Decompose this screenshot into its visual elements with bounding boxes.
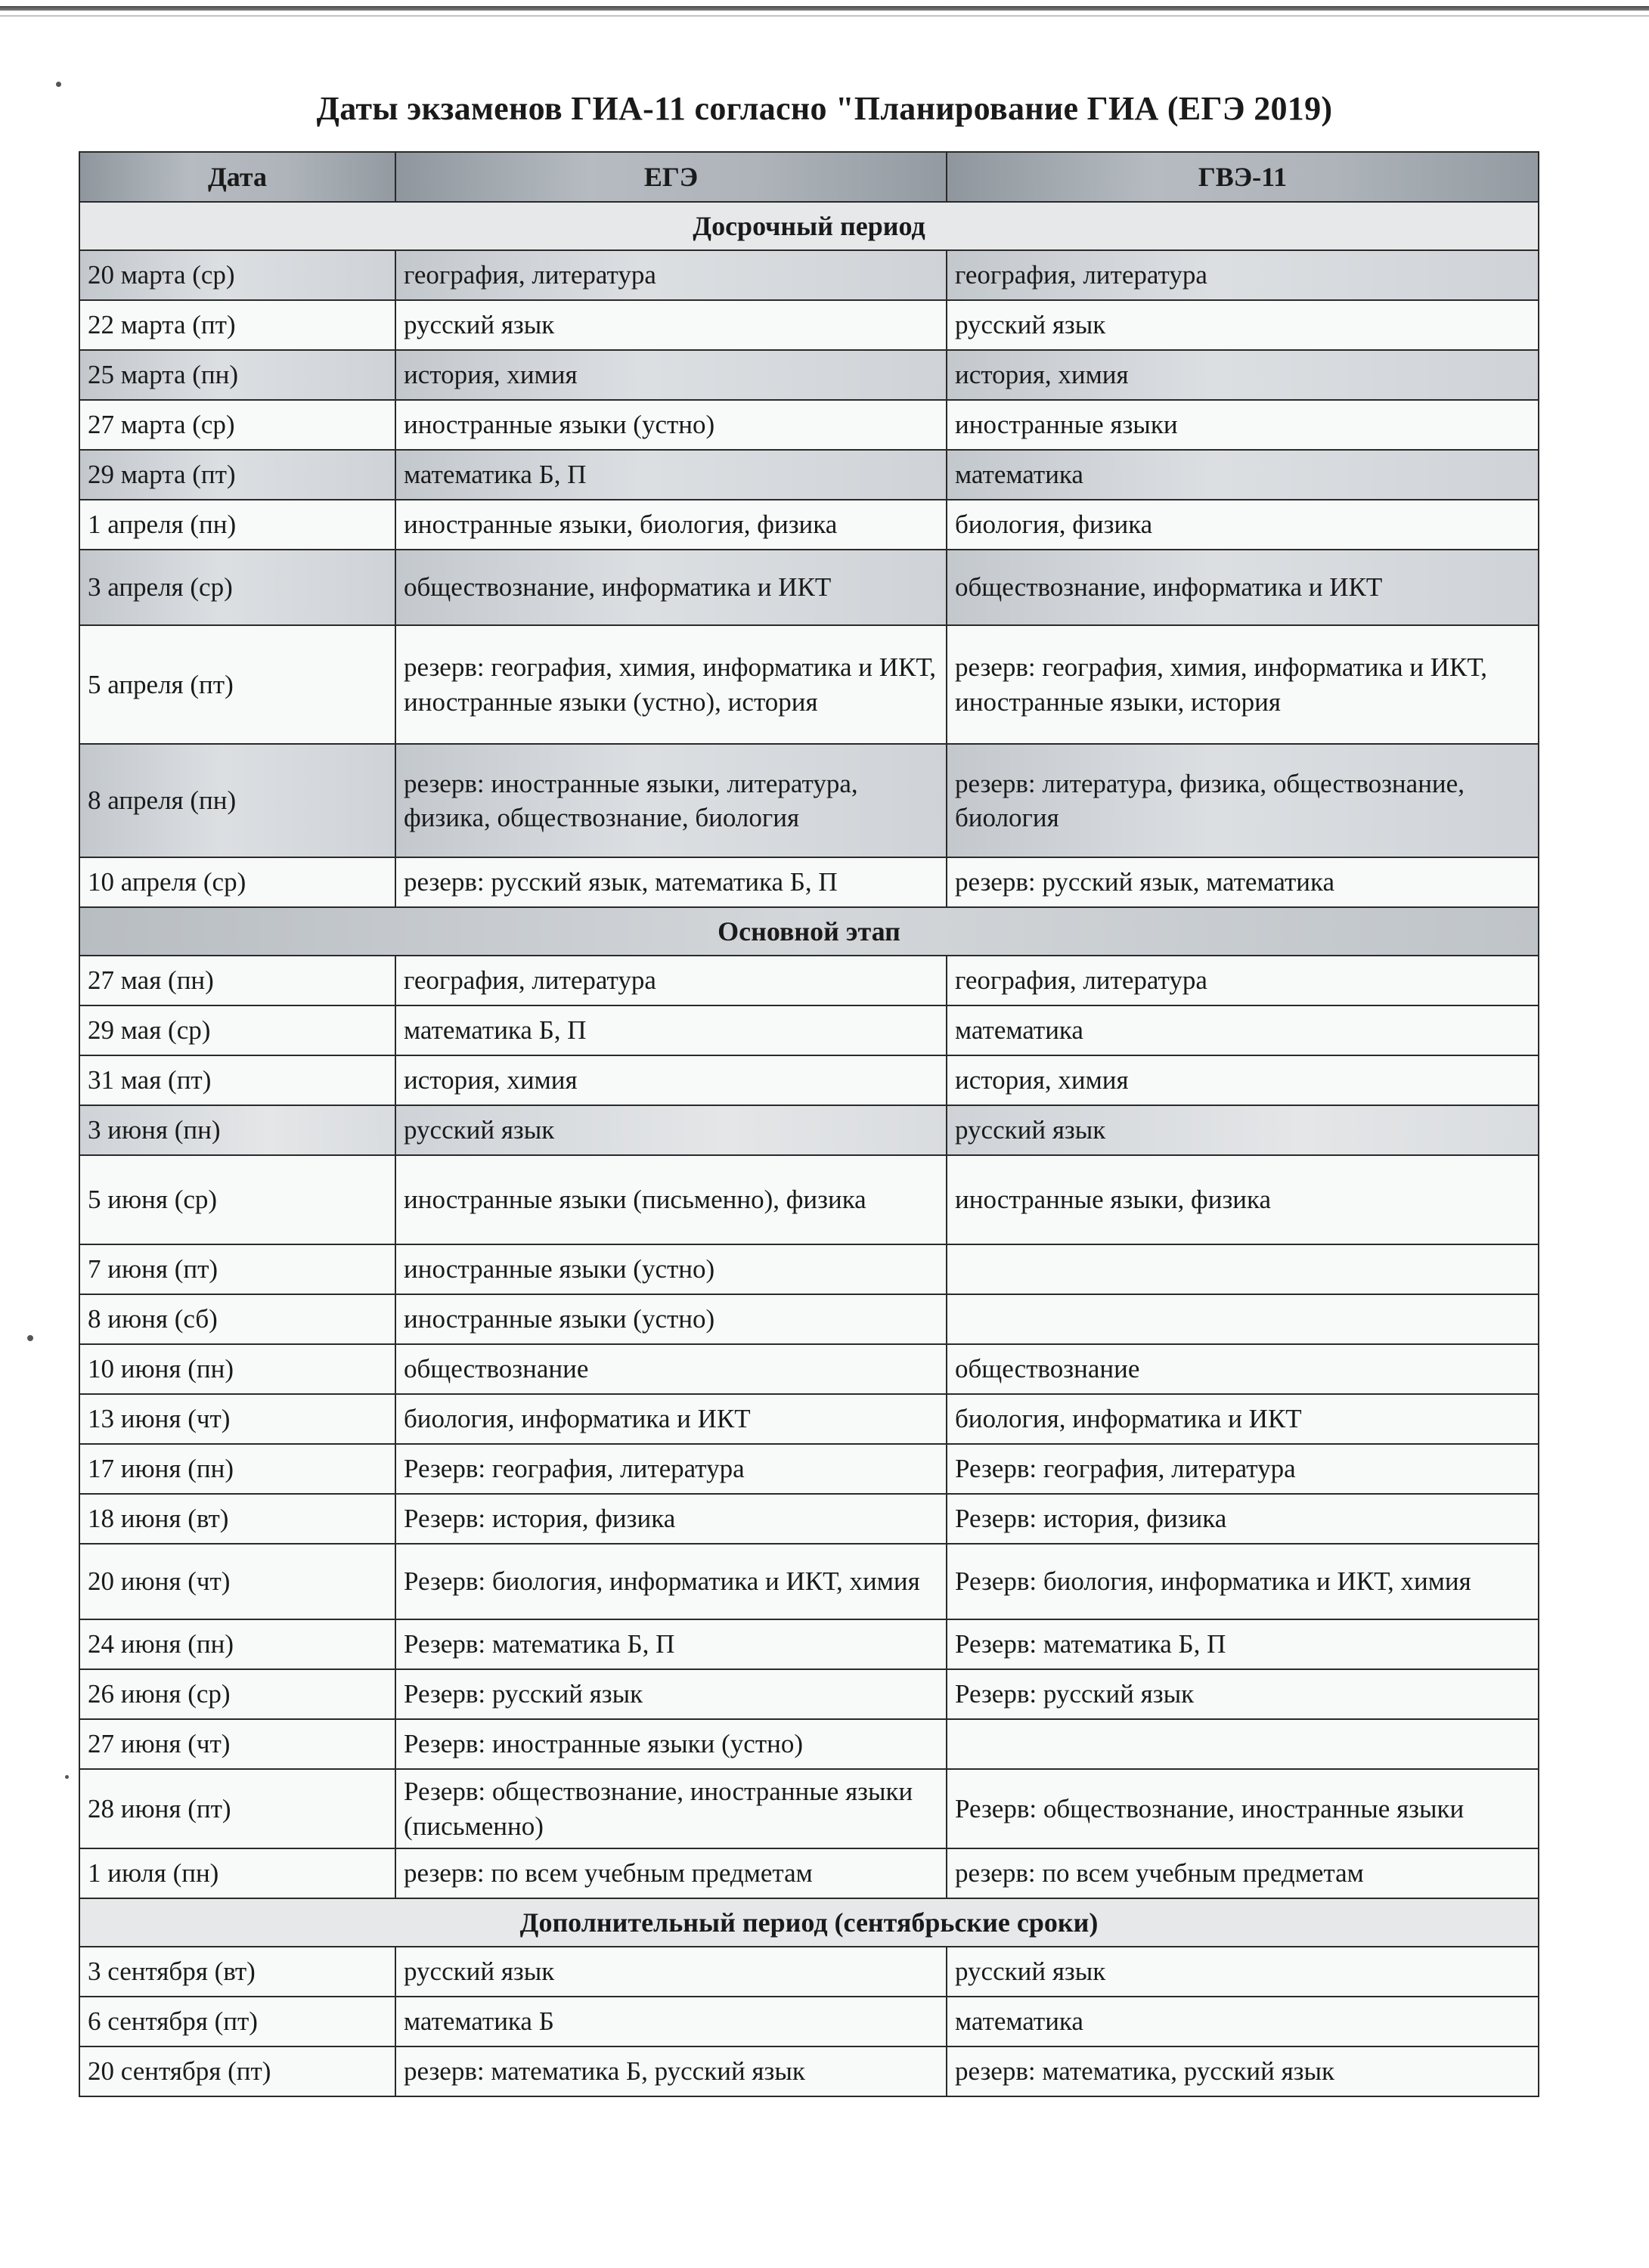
scan-speck xyxy=(27,1335,33,1341)
table-row xyxy=(79,1619,1539,1669)
cell-date: 10 июня (пн) xyxy=(79,1344,395,1394)
cell-ege: обществознание, информатика и ИКТ xyxy=(395,550,947,625)
cell-ege: математика Б xyxy=(395,1997,947,2046)
cell-ege: русский язык xyxy=(395,300,947,350)
cell-date: 7 июня (пт) xyxy=(79,1244,395,1294)
cell-ege: история, химия xyxy=(395,350,947,400)
cell-date: 26 июня (ср) xyxy=(79,1669,395,1719)
table-row xyxy=(79,1444,1539,1494)
table-row xyxy=(79,1997,1539,2046)
table-row xyxy=(79,956,1539,1005)
cell-gve xyxy=(947,1294,1539,1344)
cell-date: 29 мая (ср) xyxy=(79,1005,395,1055)
cell-ege: иностранные языки (устно) xyxy=(395,400,947,450)
table-row xyxy=(79,1105,1539,1155)
cell-date: 22 марта (пт) xyxy=(79,300,395,350)
cell-ege: резерв: русский язык, математика Б, П xyxy=(395,857,947,907)
scan-top-line xyxy=(0,15,1649,17)
cell-gve: биология, информатика и ИКТ xyxy=(947,1394,1539,1444)
cell-date: 3 апреля (ср) xyxy=(79,550,395,625)
cell-ege: иностранные языки (устно) xyxy=(395,1244,947,1294)
cell-gve: резерв: география, химия, информатика и ИКТ, иностранные языки, история xyxy=(947,625,1539,744)
section-title: Дополнительный период (сентябрьские сроки) xyxy=(79,1898,1539,1947)
section-title: Основной этап xyxy=(79,907,1539,956)
table-row xyxy=(79,1294,1539,1344)
cell-date: 28 июня (пт) xyxy=(79,1769,395,1848)
table-row xyxy=(79,1344,1539,1394)
cell-gve: биология, физика xyxy=(947,500,1539,550)
section-row-main xyxy=(79,907,1539,956)
cell-gve: Резерв: биология, информатика и ИКТ, химия xyxy=(947,1544,1539,1619)
cell-date: 20 сентября (пт) xyxy=(79,2046,395,2096)
header-row xyxy=(79,152,1539,202)
table-row xyxy=(79,857,1539,907)
cell-gve: математика xyxy=(947,1005,1539,1055)
cell-date: 13 июня (чт) xyxy=(79,1394,395,1444)
cell-gve: история, химия xyxy=(947,1055,1539,1105)
cell-date: 1 апреля (пн) xyxy=(79,500,395,550)
cell-ege: иностранные языки, биология, физика xyxy=(395,500,947,550)
cell-gve: география, литература xyxy=(947,250,1539,300)
cell-ege: Резерв: история, физика xyxy=(395,1494,947,1544)
table-row xyxy=(79,300,1539,350)
cell-gve: математика xyxy=(947,450,1539,500)
table-row xyxy=(79,625,1539,744)
cell-date: 25 марта (пн) xyxy=(79,350,395,400)
cell-gve: Резерв: история, физика xyxy=(947,1494,1539,1544)
cell-date: 24 июня (пн) xyxy=(79,1619,395,1669)
cell-gve: обществознание xyxy=(947,1344,1539,1394)
table-row xyxy=(79,250,1539,300)
cell-ege: резерв: математика Б, русский язык xyxy=(395,2046,947,2096)
cell-date: 29 марта (пт) xyxy=(79,450,395,500)
section-row-early xyxy=(79,202,1539,250)
table-row xyxy=(79,1394,1539,1444)
table-row xyxy=(79,350,1539,400)
cell-date: 3 июня (пн) xyxy=(79,1105,395,1155)
cell-date: 27 июня (чт) xyxy=(79,1719,395,1769)
cell-date: 8 июня (сб) xyxy=(79,1294,395,1344)
cell-date: 20 июня (чт) xyxy=(79,1544,395,1619)
cell-gve: иностранные языки xyxy=(947,400,1539,450)
table-row xyxy=(79,1848,1539,1898)
cell-gve: резерв: литература, физика, обществознание, биология xyxy=(947,744,1539,857)
cell-gve: Резерв: математика Б, П xyxy=(947,1619,1539,1669)
section-title: Досрочный период xyxy=(79,202,1539,250)
cell-date: 5 апреля (пт) xyxy=(79,625,395,744)
page-title: Даты экзаменов ГИА-11 согласно "Планирование ГИА (ЕГЭ 2019) xyxy=(316,90,1333,127)
cell-ege: иностранные языки (устно) xyxy=(395,1294,947,1344)
cell-date: 27 мая (пн) xyxy=(79,956,395,1005)
cell-ege: математика Б, П xyxy=(395,1005,947,1055)
cell-ege: русский язык xyxy=(395,1947,947,1997)
cell-ege: резерв: география, химия, информатика и ИКТ, иностранные языки (устно), история xyxy=(395,625,947,744)
scan-speck xyxy=(56,82,61,87)
cell-ege: резерв: по всем учебным предметам xyxy=(395,1848,947,1898)
table-row xyxy=(79,1769,1539,1848)
cell-ege: география, литература xyxy=(395,956,947,1005)
table-row xyxy=(79,1244,1539,1294)
table-row xyxy=(79,550,1539,625)
section-row-additional xyxy=(79,1898,1539,1947)
table-row xyxy=(79,400,1539,450)
cell-gve: русский язык xyxy=(947,1105,1539,1155)
cell-gve: обществознание, информатика и ИКТ xyxy=(947,550,1539,625)
cell-date: 20 марта (ср) xyxy=(79,250,395,300)
cell-date: 31 мая (пт) xyxy=(79,1055,395,1105)
cell-date: 17 июня (пн) xyxy=(79,1444,395,1494)
cell-gve: русский язык xyxy=(947,1947,1539,1997)
table-row xyxy=(79,744,1539,857)
header-gve: ГВЭ-11 xyxy=(947,152,1539,202)
cell-date: 6 сентября (пт) xyxy=(79,1997,395,2046)
cell-gve: география, литература xyxy=(947,956,1539,1005)
scan-speck xyxy=(65,1775,69,1779)
cell-ege: история, химия xyxy=(395,1055,947,1105)
table-row xyxy=(79,500,1539,550)
cell-gve: резерв: по всем учебным предметам xyxy=(947,1848,1539,1898)
cell-ege: Резерв: обществознание, иностранные языки (письменно) xyxy=(395,1769,947,1848)
exam-schedule-table xyxy=(79,151,1539,2097)
cell-gve: резерв: математика, русский язык xyxy=(947,2046,1539,2096)
cell-ege: география, литература xyxy=(395,250,947,300)
cell-gve: иностранные языки, физика xyxy=(947,1155,1539,1244)
table-row xyxy=(79,1055,1539,1105)
table-row xyxy=(79,1155,1539,1244)
cell-ege: биология, информатика и ИКТ xyxy=(395,1394,947,1444)
table-row xyxy=(79,1719,1539,1769)
cell-date: 8 апреля (пн) xyxy=(79,744,395,857)
cell-gve xyxy=(947,1719,1539,1769)
cell-ege: резерв: иностранные языки, литература, физика, обществознание, биология xyxy=(395,744,947,857)
cell-gve xyxy=(947,1244,1539,1294)
header-date: Дата xyxy=(79,152,395,202)
cell-date: 1 июля (пн) xyxy=(79,1848,395,1898)
cell-ege: Резерв: русский язык xyxy=(395,1669,947,1719)
cell-date: 10 апреля (ср) xyxy=(79,857,395,907)
table-row xyxy=(79,1005,1539,1055)
cell-gve: Резерв: обществознание, иностранные языки xyxy=(947,1769,1539,1848)
cell-date: 27 марта (ср) xyxy=(79,400,395,450)
cell-ege: математика Б, П xyxy=(395,450,947,500)
cell-gve: история, химия xyxy=(947,350,1539,400)
cell-gve: математика xyxy=(947,1997,1539,2046)
table-row xyxy=(79,1544,1539,1619)
cell-gve: Резерв: русский язык xyxy=(947,1669,1539,1719)
cell-gve: резерв: русский язык, математика xyxy=(947,857,1539,907)
table-row xyxy=(79,1494,1539,1544)
cell-gve: Резерв: география, литература xyxy=(947,1444,1539,1494)
cell-ege: русский язык xyxy=(395,1105,947,1155)
table-row xyxy=(79,1669,1539,1719)
cell-ege: Резерв: география, литература xyxy=(395,1444,947,1494)
scan-top-edge xyxy=(0,6,1649,11)
cell-ege: обществознание xyxy=(395,1344,947,1394)
cell-ege: Резерв: математика Б, П xyxy=(395,1619,947,1669)
table-row xyxy=(79,450,1539,500)
cell-date: 5 июня (ср) xyxy=(79,1155,395,1244)
cell-date: 3 сентября (вт) xyxy=(79,1947,395,1997)
cell-ege: Резерв: биология, информатика и ИКТ, химия xyxy=(395,1544,947,1619)
cell-ege: иностранные языки (письменно), физика xyxy=(395,1155,947,1244)
cell-ege: Резерв: иностранные языки (устно) xyxy=(395,1719,947,1769)
cell-date: 18 июня (вт) xyxy=(79,1494,395,1544)
table-row xyxy=(79,1947,1539,1997)
cell-gve: русский язык xyxy=(947,300,1539,350)
table-row xyxy=(79,2046,1539,2096)
header-ege: ЕГЭ xyxy=(395,152,947,202)
